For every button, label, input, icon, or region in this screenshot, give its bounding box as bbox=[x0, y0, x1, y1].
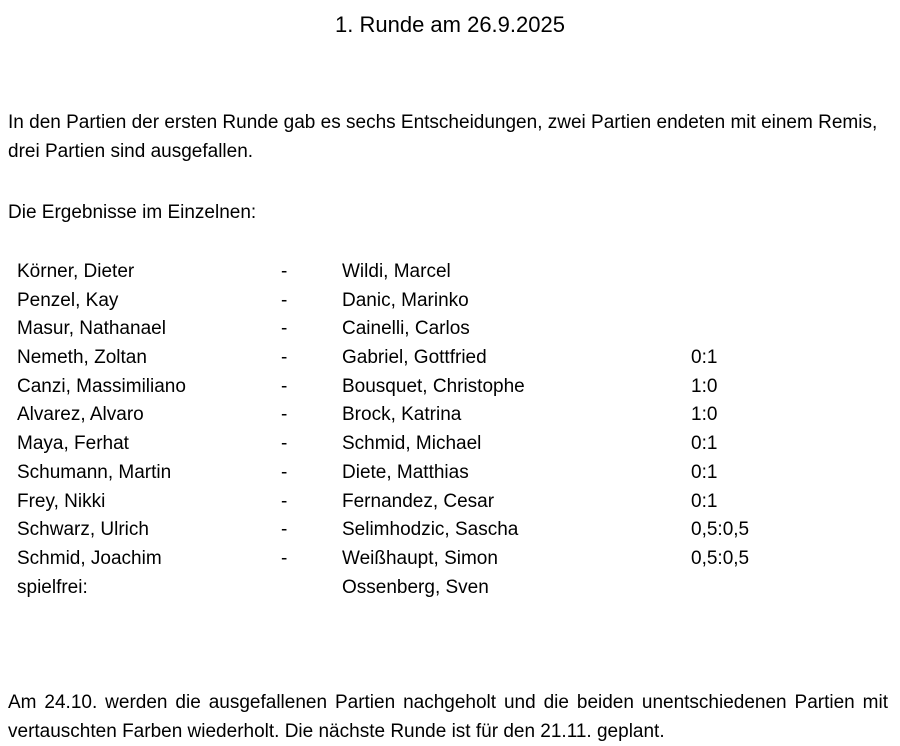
black-player: Gabriel, Gottfried bbox=[342, 347, 487, 369]
results-table bbox=[17, 258, 777, 602]
black-player: Fernandez, Cesar bbox=[342, 490, 495, 512]
black-player: Diete, Matthias bbox=[342, 461, 469, 483]
black-player: Selimhodzic, Sascha bbox=[342, 519, 519, 541]
separator: - bbox=[281, 547, 288, 569]
page-title: 1. Runde am 26.9.2025 bbox=[335, 12, 565, 37]
white-player: Masur, Nathanael bbox=[17, 318, 166, 340]
black-player: Brock, Katrina bbox=[342, 404, 462, 426]
result: 0:1 bbox=[691, 347, 718, 369]
separator: - bbox=[281, 375, 288, 397]
black-player: Bousquet, Christophe bbox=[342, 375, 525, 397]
table-row bbox=[17, 401, 777, 430]
white-player: Nemeth, Zoltan bbox=[17, 347, 147, 369]
table-row bbox=[17, 459, 777, 488]
result: 0:1 bbox=[691, 433, 718, 455]
separator: - bbox=[281, 318, 288, 340]
table-row bbox=[17, 258, 777, 287]
separator: - bbox=[281, 490, 288, 512]
table-row bbox=[17, 430, 777, 459]
black-player: Weißhaupt, Simon bbox=[342, 547, 498, 569]
separator: - bbox=[281, 347, 288, 369]
white-player: Körner, Dieter bbox=[17, 261, 135, 282]
results-heading: Die Ergebnisse im Einzelnen: bbox=[8, 202, 257, 223]
result: 0,5:0,5 bbox=[691, 519, 750, 541]
bye-label: spielfrei: bbox=[17, 576, 88, 598]
intro-paragraph: In den Partien der ersten Runde gab es sechs Entscheidungen, zwei Partien endeten mit einem Remis, drei Partien sind ausgefallen. bbox=[8, 112, 878, 162]
result: 1:0 bbox=[691, 375, 718, 397]
separator: - bbox=[281, 461, 288, 483]
table-row bbox=[17, 545, 777, 574]
bye-player: Ossenberg, Sven bbox=[342, 576, 489, 598]
white-player: Schmid, Joachim bbox=[17, 547, 162, 569]
black-player: Wildi, Marcel bbox=[342, 261, 451, 282]
separator: - bbox=[281, 289, 288, 311]
result: 0,5:0,5 bbox=[691, 547, 750, 569]
table-row bbox=[17, 574, 777, 603]
black-player: Danic, Marinko bbox=[342, 289, 469, 311]
black-player: Schmid, Michael bbox=[342, 433, 482, 455]
white-player: Canzi, Massimiliano bbox=[17, 375, 186, 397]
table-row bbox=[17, 344, 777, 373]
separator: - bbox=[281, 433, 288, 455]
white-player: Schwarz, Ulrich bbox=[17, 519, 149, 541]
table-row bbox=[17, 315, 777, 344]
separator: - bbox=[281, 261, 288, 282]
white-player: Penzel, Kay bbox=[17, 289, 119, 311]
black-player: Cainelli, Carlos bbox=[342, 318, 470, 340]
separator: - bbox=[281, 519, 288, 541]
table-row bbox=[17, 488, 777, 517]
white-player: Maya, Ferhat bbox=[17, 433, 129, 455]
result: 0:1 bbox=[691, 461, 718, 483]
table-row bbox=[17, 373, 777, 402]
white-player: Alvarez, Alvaro bbox=[17, 404, 144, 426]
closing-paragraph: Am 24.10. werden die ausgefallenen Partien nachgeholt und die beiden unentschiedenen Partien mit vertauschten Farben wiederholt. Die nächste Runde ist für den 21.11. geplant. bbox=[8, 692, 888, 742]
result: 0:1 bbox=[691, 490, 718, 512]
result: 1:0 bbox=[691, 404, 718, 426]
white-player: Frey, Nikki bbox=[17, 490, 106, 512]
white-player: Schumann, Martin bbox=[17, 461, 172, 483]
table-row bbox=[17, 516, 777, 545]
separator: - bbox=[281, 404, 288, 426]
table-row bbox=[17, 287, 777, 316]
